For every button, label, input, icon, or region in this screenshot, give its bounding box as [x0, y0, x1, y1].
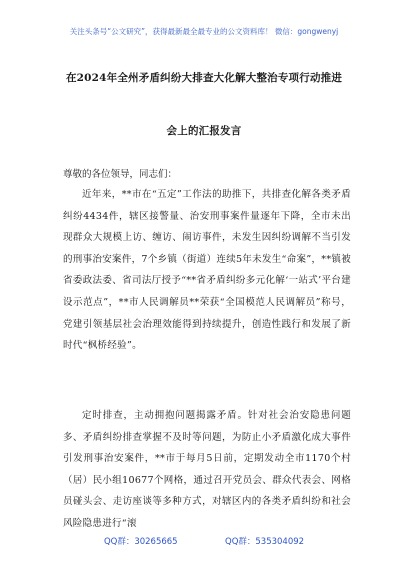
body-paragraph-2: 定时排查，主动拥抱问题揭露矛盾。针对社会治安隐患问题多、矛盾纠纷排查掌握不及时等问题，为防止小矛盾激化成大事件引发刑事治安案件，**市于每月5日前，定期发动全市1170个村（居）民小组10677个网格，通过召开党员会、群众代表会、网格员碰头会、走访座谈等多种方式，对辖区内的各类矛盾纠纷和社会风险隐患进行“滚 [63, 410, 351, 529]
footer-qq-group-1: QQ群：30265665 [103, 537, 178, 547]
footer-qq-group-2: QQ群：535304092 [225, 537, 305, 547]
greeting: 尊敬的各位领导，同志们： [63, 169, 178, 180]
document-title-line-1: 在2024年全州矛盾纠纷大排查大化解大整治专项行动推进 [65, 72, 343, 84]
header-promo-note: 关注头条号“公文研究”，获得最新最全最专业的公文资料库！ 微信：gongwenyj [69, 27, 339, 36]
footer-qq-groups [0, 535, 408, 547]
body-paragraph-1: 近年来，**市在“五定”工作法的助推下，共排查化解各类矛盾纠纷4434件，辖区接警量、治安刑事案件量逐年下降，全市未出现群众大规模上访、缠访、闹访事件，未发生因纠纷调解不当引发的刑事治安案件，7个乡镇（街道）连续5年未发生“命案”，**镇被省委政法委、省司法厅授予“**省矛盾纠纷多元化解‘一站式’平台建设示范点”，**市人民调解员**荣获“全国模范人民调解员”称号，党建引领基层社会治理效能得到持续提升，创造性践行和发展了新时代“枫桥经验”。 [63, 189, 351, 352]
document-title-line-2: 会上的汇报发言 [166, 125, 242, 137]
